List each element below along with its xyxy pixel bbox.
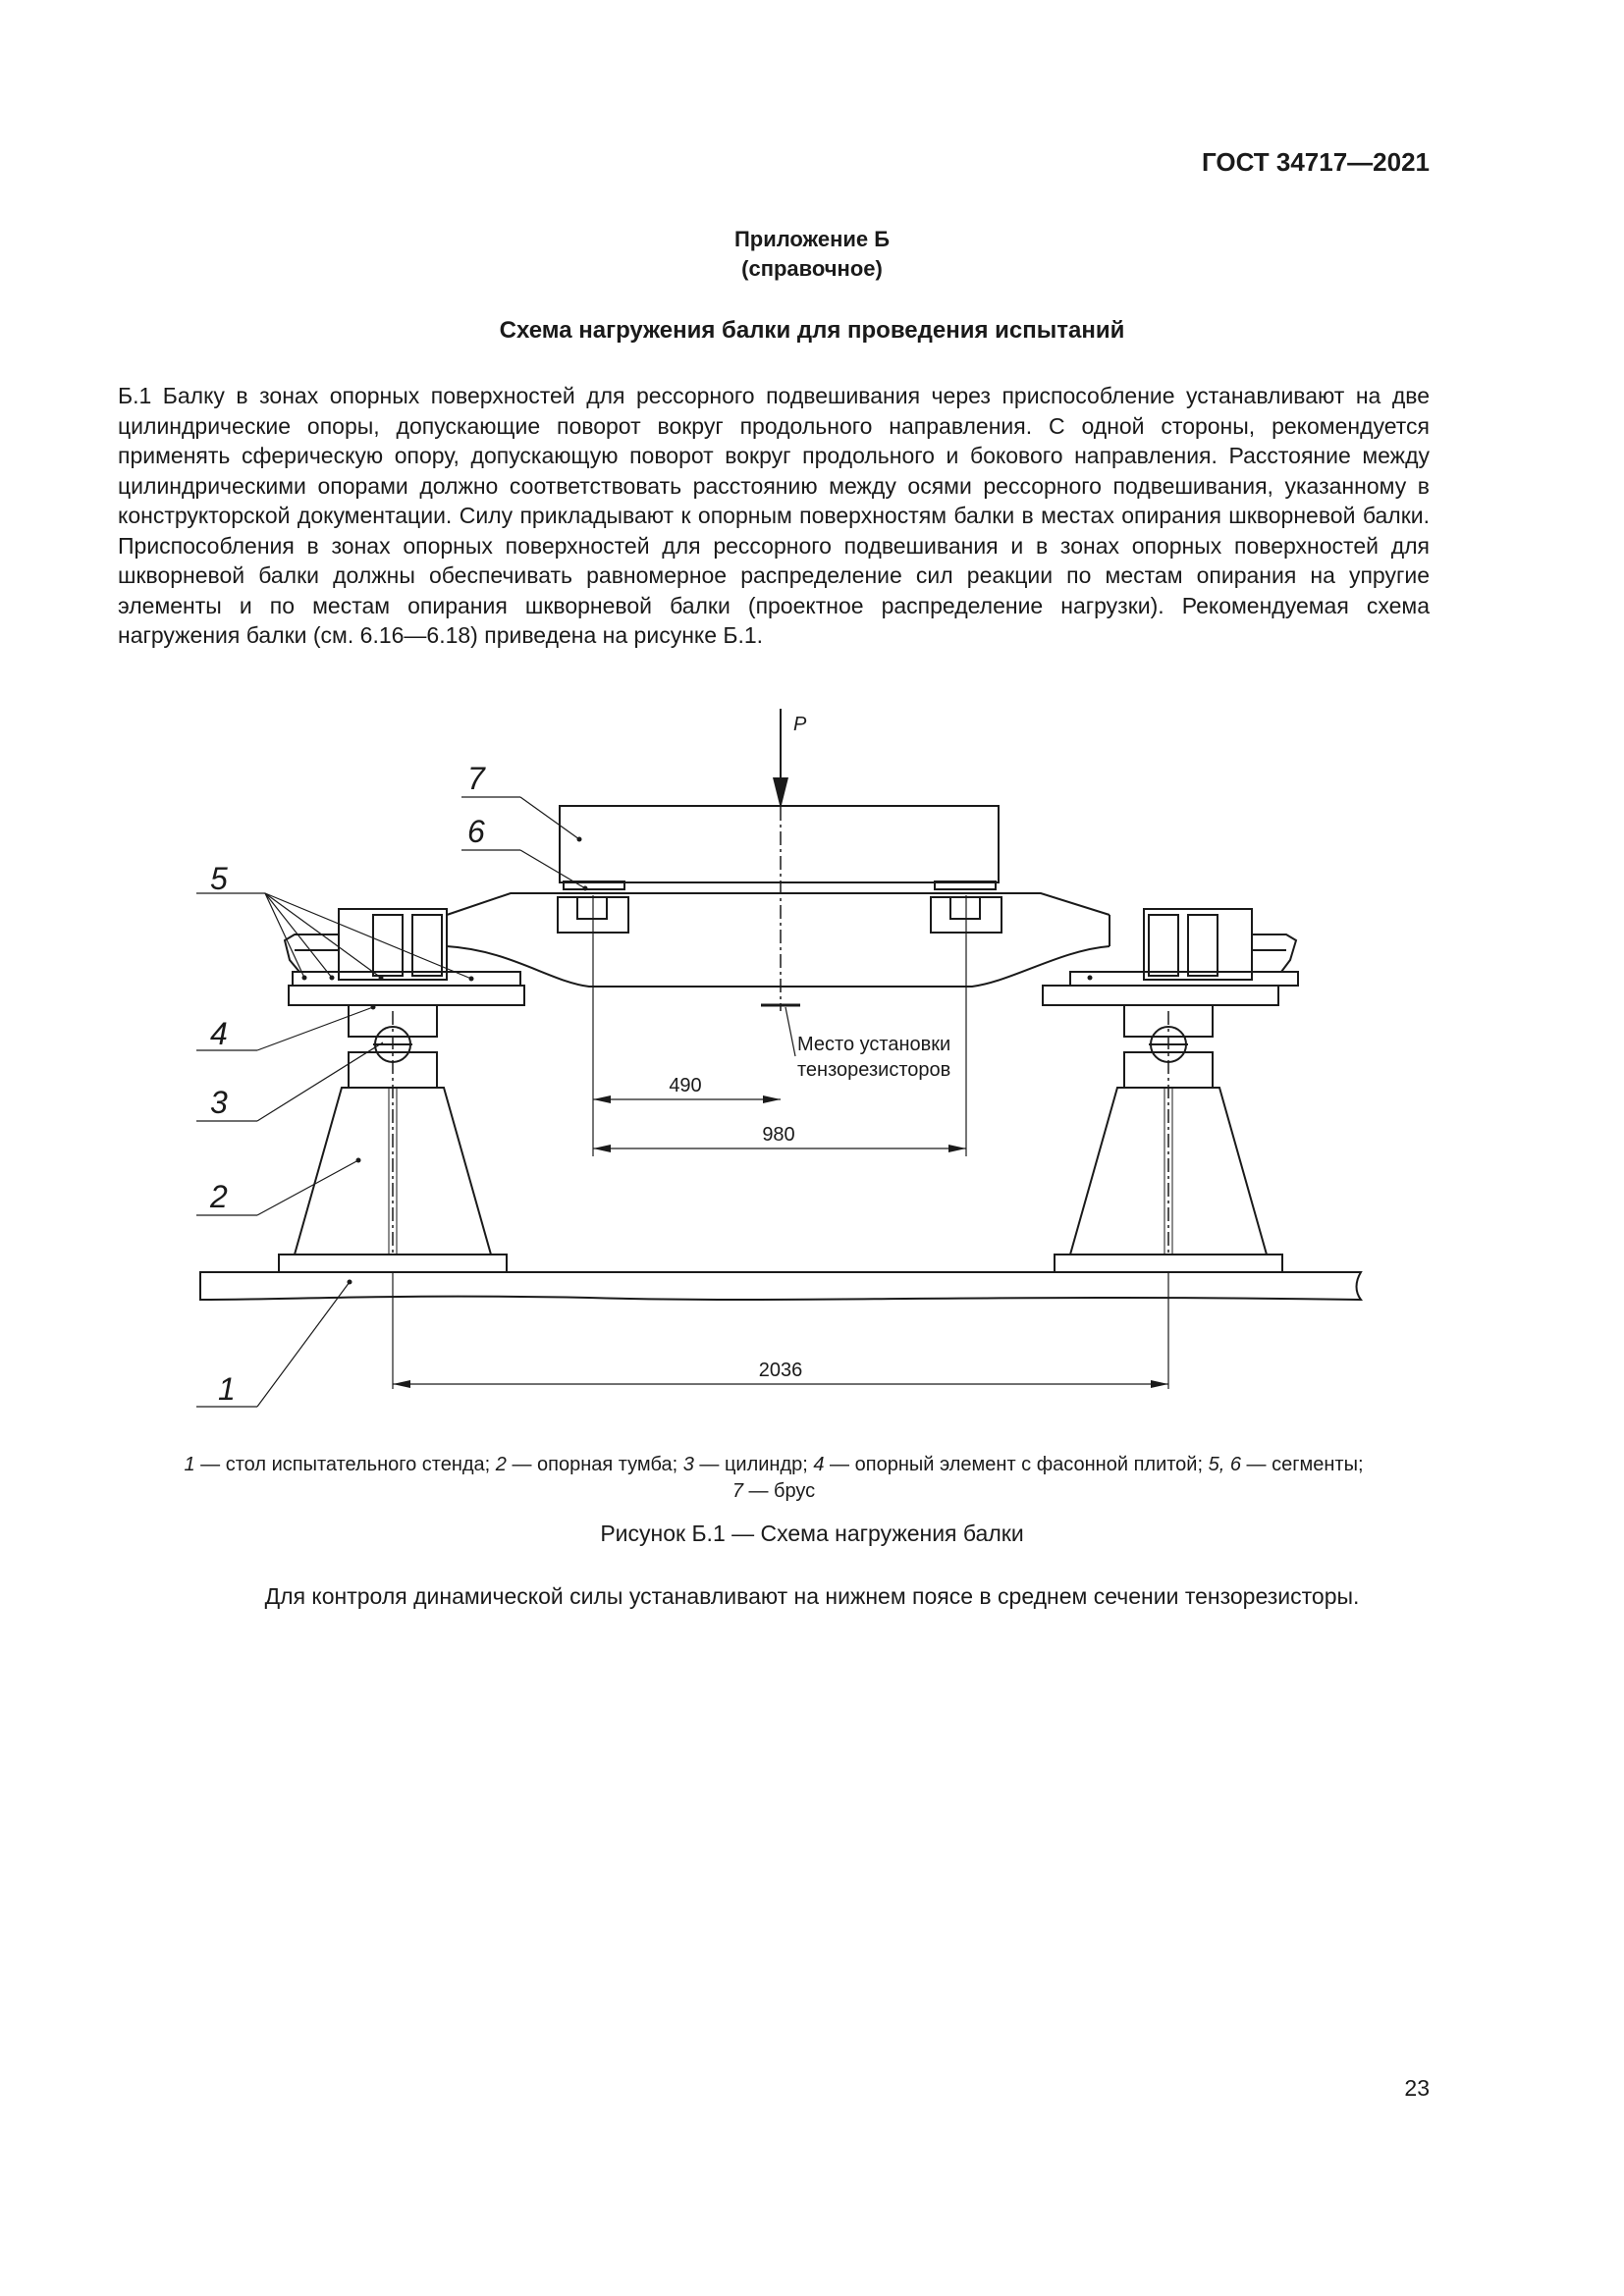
dim-490-label: 490 [669,1075,702,1096]
force-label: P [793,714,807,735]
right-pedestal [1055,1005,1282,1272]
standard-header: ГОСТ 34717—2021 [1202,147,1430,177]
legend-n56: 5, 6 [1208,1454,1241,1475]
body-paragraph: Б.1 Балку в зонах опорных поверхностей для рессорного подвешивания через приспособление устанавливают на две цилиндрические опоры, допускающие поворот вокруг продольного направления. С одной стороны, рекомендуется применять сферическую опору, допускающую поворот вокруг продольного и бокового направления. Расстояние между цилиндрическими опорами должно соответствовать расстоянию между осями рессорного подвешивания, указанному в конструкторской документации. Силу прикладывают к опорным поверхностям балки в местах опирания шкворневой балки. Приспособления в зонах опорных поверхностей для рессорного подвешивания и в зонах опорных поверхностей для шкворневой балки должны обеспечивать равномерное распределение сил реакции по местам опирания на упругие элементы и по местам опирания шкворневой балки (проектное распределение нагрузки). Рекомендуемая схема нагружения балки (см. 6.16—6.18) приведена на рисунке Б.1. [118,383,1430,648]
section-title: Схема нагружения балки для проведения испытаний [499,317,1125,344]
left-pedestal [279,1005,507,1273]
dim-2036-label: 2036 [758,1360,803,1381]
legend-t7: — брус [742,1480,816,1502]
appendix-title: Приложение Б [733,227,891,251]
legend-t56: — сегменты; [1240,1454,1364,1475]
legend-t4: — опорный элемент с фасонной плитой; [824,1454,1209,1475]
legend-t2: — опорная тумба; [506,1454,683,1475]
bar-7 [560,806,999,882]
test-beam [447,893,1110,1005]
callout-5: 5 [210,861,228,896]
appendix-subtitle: (справочное) [741,256,883,281]
figure-legend [118,1452,1430,1505]
note-text: Для контроля динамической силы устанавливают на нижнем поясе в среднем сечении тензорезисторы. [264,1583,1360,1609]
appendix-heading [0,225,1624,284]
figure-caption: Рисунок Б.1 — Схема нагружения балки [600,1521,1024,1546]
callout-7: 7 [467,761,485,796]
legend-n2: 2 [495,1454,507,1475]
strain-gauge-label-2: тензорезисторов [797,1059,951,1081]
loading-scheme-figure [0,687,1624,1433]
legend-n7: 7 [731,1480,743,1502]
callout-6: 6 [467,814,485,849]
callout-1: 1 [218,1371,236,1407]
legend-n4: 4 [813,1454,825,1475]
dim-980-label: 980 [762,1124,795,1146]
page-number: 23 [1404,2075,1430,2101]
legend-t1: — стол испытательного стенда; [194,1454,496,1475]
callout-2: 2 [210,1179,228,1214]
strain-gauge-label-1: Место установки [797,1034,951,1055]
test-bench-table [200,1272,1361,1300]
callout-3: 3 [210,1085,228,1120]
legend-t3: — цилиндр; [693,1454,814,1475]
left-support-housing [285,909,524,1005]
callout-leaders [196,797,585,1407]
legend-n1: 1 [184,1454,195,1475]
legend-n3: 3 [682,1454,694,1475]
right-support-housing [1043,909,1298,1005]
force-arrow [773,709,788,809]
callout-4: 4 [210,1016,228,1051]
